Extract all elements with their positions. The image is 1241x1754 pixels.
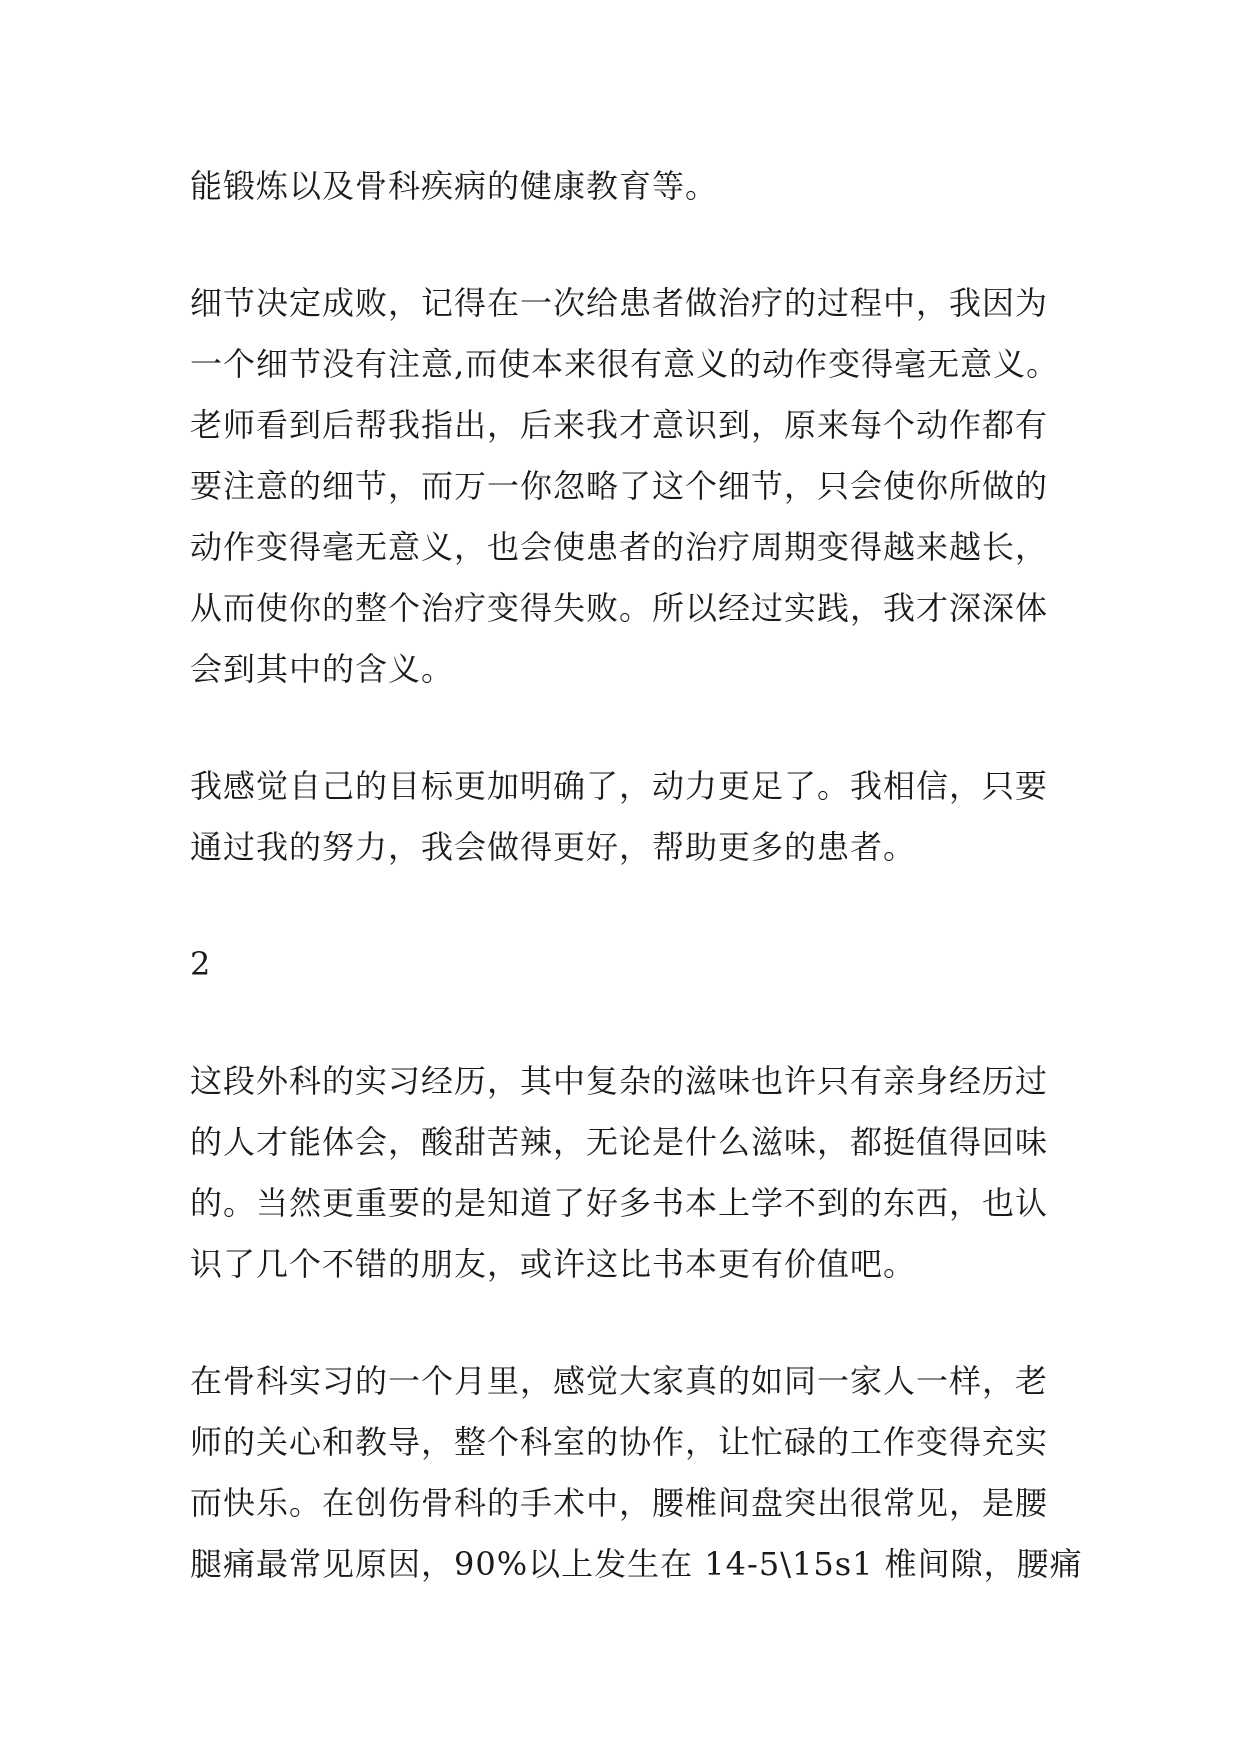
paragraph-2-line-6: 从而使你的整个治疗变得失败。所以经过实践，我才深深体	[190, 589, 1049, 627]
paragraph-6-line-2: 师的关心和教导，整个科室的协作，让忙碌的工作变得充实	[190, 1423, 1049, 1461]
paragraph-2-line-5: 动作变得毫无意义，也会使患者的治疗周期变得越来越长，	[190, 528, 1049, 566]
paragraph-2-line-7: 会到其中的含义。	[190, 650, 455, 688]
paragraph-6-line-4: 腿痛最常见原因，90%以上发生在 14-5\15s1 椎间隙，腰痛	[190, 1545, 1083, 1583]
paragraph-5-line-3: 的。当然更重要的是知道了好多书本上学不到的东西，也认	[190, 1184, 1049, 1222]
paragraph-2-line-2: 一个细节没有注意,而使本来很有意义的动作变得毫无意义。	[190, 345, 1060, 383]
paragraph-6-line-1: 在骨科实习的一个月里，感觉大家真的如同一家人一样，老	[190, 1362, 1049, 1400]
paragraph-5-line-1: 这段外科的实习经历，其中复杂的滋味也许只有亲身经历过	[190, 1062, 1049, 1100]
paragraph-3-line-2: 通过我的努力，我会做得更好，帮助更多的患者。	[190, 828, 917, 866]
paragraph-3-line-1: 我感觉自己的目标更加明确了，动力更足了。我相信，只要	[190, 767, 1049, 805]
paragraph-2-line-3: 老师看到后帮我指出，后来我才意识到，原来每个动作都有	[190, 406, 1049, 444]
paragraph-6-line-3: 而快乐。在创伤骨科的手术中，腰椎间盘突出很常见，是腰	[190, 1484, 1049, 1522]
paragraph-2-line-4: 要注意的细节，而万一你忽略了这个细节，只会使你所做的	[190, 467, 1049, 505]
paragraph-5-line-2: 的人才能体会，酸甜苦辣，无论是什么滋味，都挺值得回味	[190, 1123, 1049, 1161]
paragraph-1-line-1: 能锻炼以及骨科疾病的健康教育等。	[190, 167, 719, 205]
paragraph-2-line-1: 细节决定成败，记得在一次给患者做治疗的过程中，我因为	[190, 284, 1049, 322]
paragraph-5-line-4: 识了几个不错的朋友，或许这比书本更有价值吧。	[190, 1245, 917, 1283]
section-number: 2	[190, 945, 212, 983]
